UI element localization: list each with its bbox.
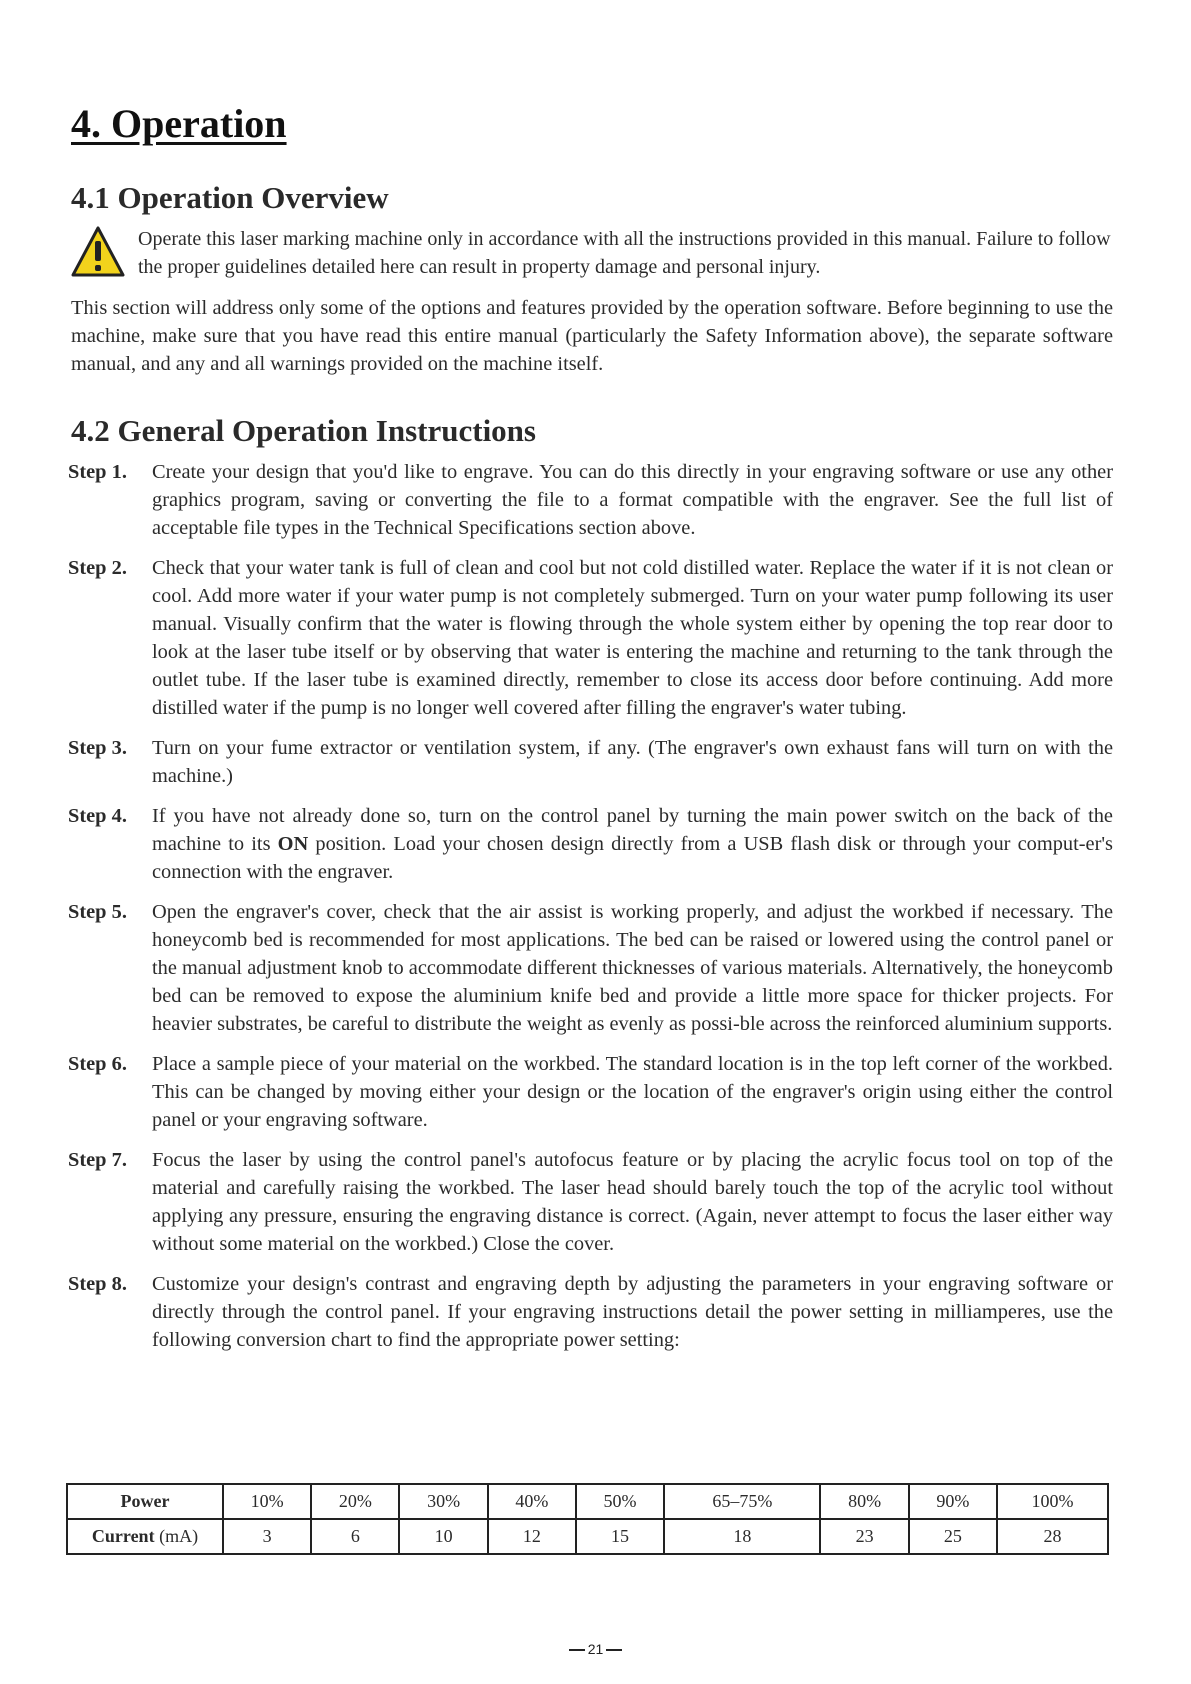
table-cell: 28 [997,1519,1108,1554]
table-cell: 10 [399,1519,487,1554]
chapter-heading: 4. Operation [71,101,287,146]
table-cell: 90% [909,1484,997,1519]
step-label: Step 8. [68,1273,127,1295]
table-cell: 10% [223,1484,311,1519]
warning-triangle-icon [71,225,125,279]
table-cell: 50% [576,1484,664,1519]
step-text: Focus the laser by using the control panel's autofocus feature or by placing the acrylic focus tool on top of the material and carefully raising the workbed. The laser head should barely touch the top of the acrylic tool without applying any pressure, ensuring the engraving distance is correct. (Again, never attempt to focus the laser either way without some material on the workbed.) Close the cover. [152,1149,1113,1255]
table-row [67,1519,1108,1554]
table-cell: 100% [997,1484,1108,1519]
step-text: Create your design that you'd like to engrave. You can do this directly in your engraving software or use any other graphics program, saving or converting the file to a format compatible with the engraver. See the full list of acceptable file types in the Technical Specifications section above. [152,461,1113,539]
step-item [68,1050,1113,1134]
power-label: Power [120,1491,170,1511]
step-text: Customize your design's contrast and engraving depth by adjusting the parameters in your engraving software or directly through the control panel. If your engraving instructions detail the power setting in milliamperes, use the following conversion chart to find the appropriate power setting: [152,1273,1113,1351]
step-text-emphasis: ON [277,833,309,855]
table-row [67,1484,1108,1519]
table-cell: 20% [311,1484,399,1519]
step-text: Open the engraver's cover, check that the air assist is working properly, and adjust the workbed if necessary. The honeycomb bed is recommended for most applications. The bed can be raised or lowered using the control panel or the manual adjustment knob to accommodate different thicknesses of various materials. Alternatively, the honeycomb bed can be removed to expose the aluminium knife bed and provide a little more space for thicker projects. For heavier substrates, be careful to distribute the weight as evenly as possi-ble across the reinforced aluminium supports. [152,901,1113,1035]
step-text-part: If you have not already done so, turn on the control panel by turning the main power switch on the back of the machine to its [152,805,1113,855]
section-title-overview: 4.1 Operation Overview [71,180,389,215]
table-cell: 65–75% [664,1484,820,1519]
step-label: Step 5. [68,901,127,923]
step-item [68,802,1113,886]
step-label: Step 6. [68,1053,127,1075]
page-footer [0,1641,1191,1657]
current-unit: (mA) [159,1526,199,1546]
table-row-header [67,1484,223,1519]
section-title-instructions: 4.2 General Operation Instructions [71,413,536,448]
footer-dash [569,1649,585,1651]
step-label: Step 3. [68,737,127,759]
warning-notice [71,225,1113,285]
overview-paragraph: This section will address only some of the options and features provided by the operation software. Before beginning to use the machine, make sure that you have read this entire manual (particularly the Safety Information above), the separate software manual, and any and all warnings provided on the machine itself. [71,297,1113,375]
current-label: Current [91,1526,155,1546]
table-cell: 6 [311,1519,399,1554]
step-text: Place a sample piece of your material on the workbed. The standard location is in the top left corner of the workbed. This can be changed by moving either your design or the location of the engraver's origin using either the control panel or your engraving software. [152,1053,1113,1131]
table-cell: 80% [820,1484,908,1519]
table-cell: 15 [576,1519,664,1554]
table-cell: 25 [909,1519,997,1554]
step-item [68,1146,1113,1258]
step-item [68,554,1113,722]
steps-list [68,458,1113,1366]
step-item [68,458,1113,542]
step-text: Check that your water tank is full of clean and cool but not cold distilled water. Replace the water if it is not clean or cool. Add more water if your water pump is not completely submerged. Turn on your water pump following its user manual. Visually confirm that the water is flowing through the whole system either by opening the top rear door to look at the laser tube itself or by observing that water is entering the machine and returning to the tank through the outlet tube. If the laser tube is examined directly, remember to close its access door before continuing. Add more distilled water if the pump is no longer well covered after filling the engraver's water tubing. [152,557,1113,719]
step-text: Turn on your fume extractor or ventilation system, if any. (The engraver's own exhaust fans will turn on with the machine.) [152,737,1113,787]
step-item [68,898,1113,1038]
power-conversion-table [66,1483,1109,1555]
table-cell: 30% [399,1484,487,1519]
step-item [68,734,1113,790]
step-label: Step 1. [68,461,127,483]
table-cell: 12 [488,1519,576,1554]
step-label: Step 7. [68,1149,127,1171]
step-item [68,1270,1113,1354]
page-number: 21 [587,1641,604,1657]
step-label: Step 4. [68,805,127,827]
warning-text: Operate this laser marking machine only in accordance with all the instructions provided in this manual. Failure to follow the proper guidelines detailed here can result in property damage and personal injury. [138,228,1111,278]
footer-dash [606,1649,622,1651]
table-row-header [67,1519,223,1554]
table-cell: 18 [664,1519,820,1554]
step-text-part: position. Load your chosen design directly from a USB flash disk or through your comput-er's connection with the engraver. [152,833,1113,883]
table-cell: 40% [488,1484,576,1519]
step-label: Step 2. [68,557,127,579]
table-cell: 3 [223,1519,311,1554]
step-text [152,802,1113,886]
table-cell: 23 [820,1519,908,1554]
